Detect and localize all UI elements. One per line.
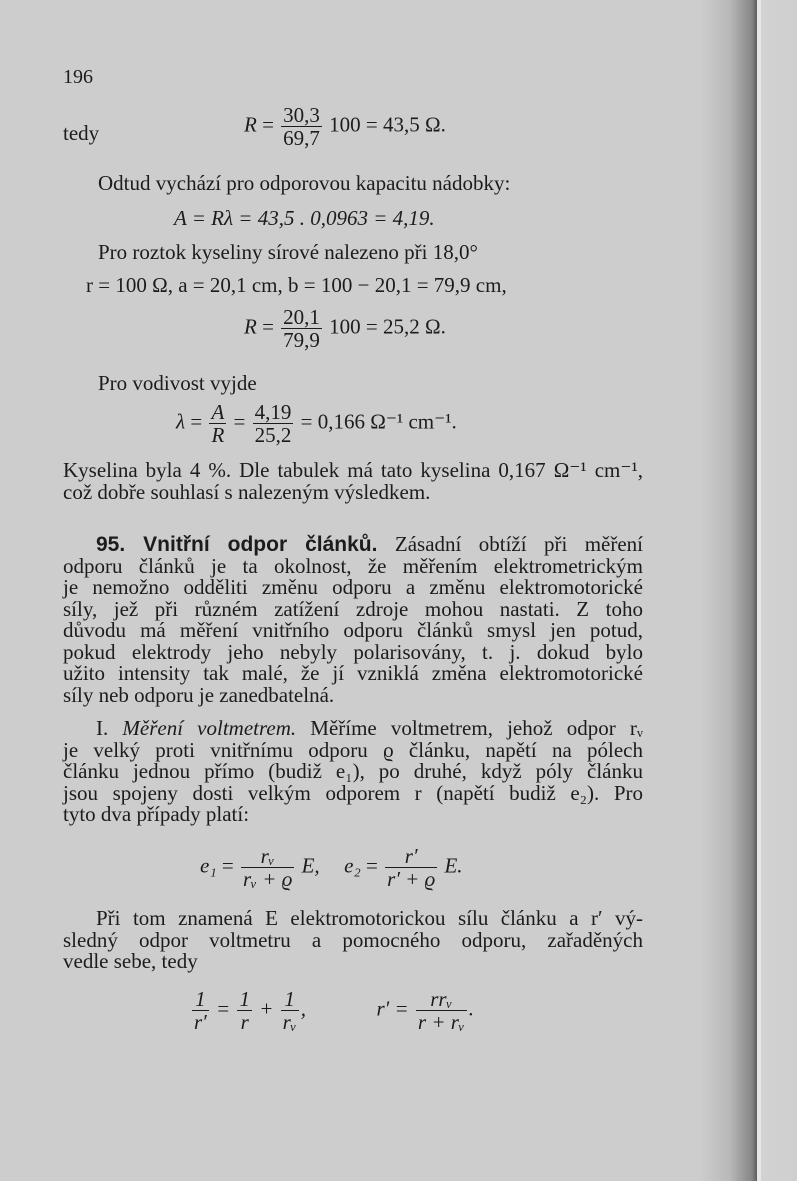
section-heading: 95. Vnitřní odpor článků. [96, 533, 378, 556]
e2-lhs: e₂ [344, 853, 361, 878]
text-line: tyto dva případy platí: [63, 802, 250, 826]
paragraph-acid-result [63, 460, 643, 503]
denominator: 79,9 [283, 328, 320, 352]
denominator: r [240, 1010, 249, 1034]
denominator: R [211, 423, 225, 447]
text-line: odporu článků je ta okolnost, že měřením elektrometrickým [63, 553, 643, 578]
plus-sign: + [259, 996, 274, 1021]
text-line [63, 718, 643, 740]
period: . [468, 996, 475, 1021]
text-line [63, 534, 643, 556]
denominator: 69,7 [283, 126, 320, 150]
eq-rest: 100 = 25,2 Ω. [329, 314, 446, 339]
eq-rest: = 0,166 Ω⁻¹ cm⁻¹. [300, 409, 457, 434]
denominator: rᵥ [282, 1010, 297, 1034]
numerator: 20,1 [283, 305, 320, 329]
fraction-1-over-rv [281, 988, 299, 1033]
r-prime-lhs: r′ [376, 996, 390, 1021]
equation-A: A = Rλ = 43,5 . 0,0963 = 4,19. [174, 206, 435, 230]
fraction-1-over-r-prime [192, 988, 209, 1033]
text-line: je velký proti vnitřnímu odporu ϱ článku, napětí na pólech [63, 737, 643, 762]
text-line: jsou spojeny dosti velkým odporem r (napětí budiž e₂). Pro [63, 780, 643, 805]
numerator: rᵥ [241, 845, 294, 868]
paragraph-capacity: Odtud vychází pro odporovou kapacitu nádobky: [98, 171, 511, 195]
e2-rest: E. [444, 853, 463, 878]
text-run: Zásadní obtíží při měření [394, 532, 644, 556]
fraction-r-prime [416, 988, 467, 1033]
page-number: 196 [63, 66, 93, 88]
text-line: užito intensity tak malé, že jí vzniklá změna elektromotorické [63, 661, 643, 685]
equals-sign: = [262, 112, 274, 137]
eq-rest: 100 = 43,5 Ω. [329, 112, 446, 137]
numerator: 1 [239, 987, 250, 1011]
equation-R-2 [244, 306, 446, 351]
equation-e1-e2 [200, 845, 463, 890]
method-title: Měření voltmetrem. [122, 716, 297, 740]
eq-lhs: R [244, 112, 257, 137]
equals-sign: = [221, 853, 234, 878]
lead-word-tedy: tedy [63, 121, 100, 145]
numerator: 1 [281, 988, 299, 1011]
text-line: článku jednou přímo (budiž e₁), po druhé, když póly článku [63, 759, 643, 783]
text-line: což dobře souhlasí s nalezeným výsledkem. [63, 479, 431, 504]
text-line: vedle sebe, tedy [63, 949, 198, 973]
text-line: důvodu má měření vnitřního odporu článků smysl jen potud, [63, 618, 643, 642]
text-line: Kyselina byla 4 %. Dle tabulek má tato kyselina 0,167 Ω⁻¹ cm⁻¹, [63, 458, 643, 482]
text-run: Měříme voltmetrem, jehož odpor rᵥ [310, 716, 643, 740]
section-95 [63, 534, 643, 706]
paragraph-sulfuric: Pro roztok kyseliny sírové nalezeno při 18,0° [98, 240, 478, 264]
paragraph-conductivity: Pro vodivost vyjde [98, 371, 257, 395]
method-voltmeter [63, 718, 643, 826]
paragraph-explanation [63, 908, 643, 973]
method-label: I. [96, 716, 109, 740]
denominator: r + rᵥ [417, 1010, 465, 1034]
text-line: síly neb odporu je zanedbatelná. [63, 682, 335, 707]
eq-lhs: λ [176, 409, 186, 434]
fraction-A-over-R [209, 401, 226, 446]
equals-sign: = [233, 409, 246, 434]
text-line: síly, jež při různém zatížení zdroje mohou nastati. Z toho [63, 596, 643, 621]
equals-sign: = [190, 409, 203, 434]
equals-sign: = [216, 996, 231, 1021]
fraction-1-over-r [237, 988, 252, 1033]
numerator: 30,3 [283, 103, 320, 127]
fraction [281, 306, 322, 351]
equation-lambda [176, 401, 457, 446]
next-page-strip [761, 0, 797, 1181]
numerator: 4,19 [254, 400, 292, 424]
text-line: sledný odpor voltmetru a pomocného odporu, zařaděných [63, 927, 643, 952]
denominator: r′ [194, 1010, 207, 1034]
denominator: 25,2 [254, 423, 292, 447]
e1-rest: E, [301, 853, 320, 878]
text-line: je nemožno odděliti změnu odporu a změnu elektromotorické [63, 575, 643, 599]
numerator: 1 [192, 988, 209, 1011]
denominator: rᵥ + ϱ [242, 867, 293, 891]
equation-R-1 [244, 104, 446, 149]
fraction [281, 104, 322, 149]
text-line: Při tom znamená E elektromotorickou sílu článku a r′ vý- [96, 906, 643, 930]
eq-lhs: R [244, 314, 257, 339]
fraction-values [253, 401, 294, 446]
comma: , [300, 996, 306, 1021]
e1-lhs: e₁ [200, 853, 217, 878]
equation-parallel-resistance [190, 988, 474, 1033]
numerator: A [211, 400, 225, 424]
denominator: r′ + ϱ [387, 867, 436, 891]
equals-sign: = [366, 853, 378, 878]
equals-sign: = [394, 996, 409, 1021]
equation-params: r = 100 Ω, a = 20,1 cm, b = 100 − 20,1 = 79,9 cm, [86, 273, 507, 297]
numerator: rrᵥ [416, 988, 467, 1011]
fraction-e2 [385, 845, 437, 890]
equals-sign: = [262, 314, 274, 339]
text-line: pokud elektrody jeho nebyly polarisovány, t. j. dokud bylo [63, 639, 643, 664]
fraction-e1 [241, 845, 294, 890]
numerator: r′ [385, 845, 437, 868]
